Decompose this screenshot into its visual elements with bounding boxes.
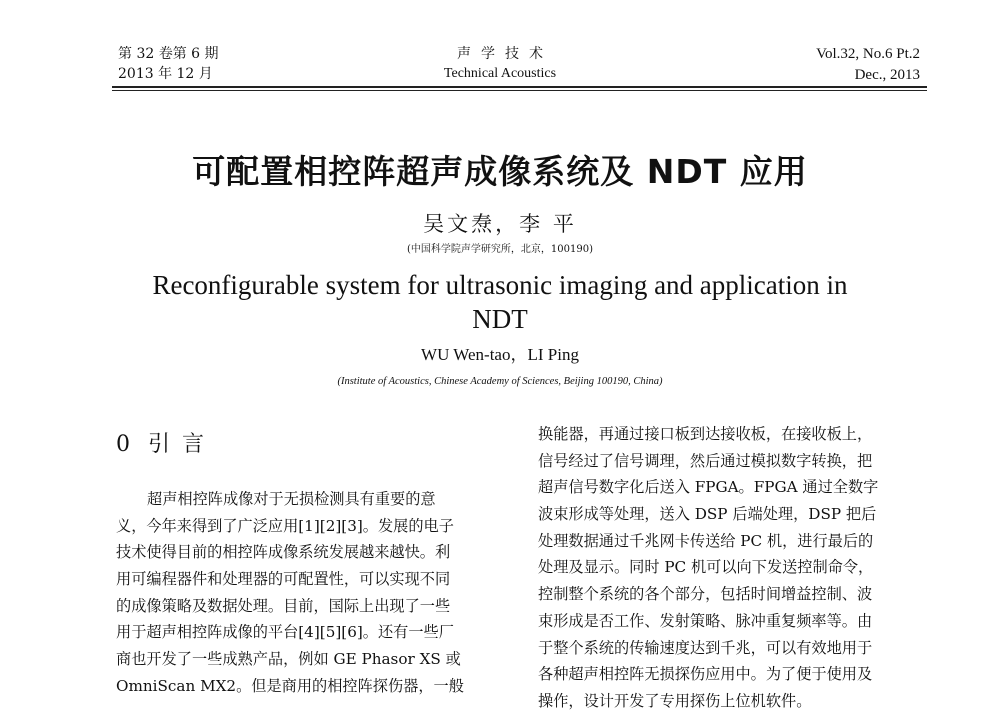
right-line: 于整个系统的传输速度达到千兆，可以有效地用于 — [538, 638, 873, 657]
right-line: 控制整个系统的各个部分，包括时间增益控制、波 — [538, 585, 873, 604]
right-line: 各种超声相控阵无损探伤应用中。为了便于使用及 — [538, 665, 873, 684]
journal-volume-en — [816, 44, 920, 86]
left-line: 义，今年来得到了广泛应用[1][2][3]。发展的电子 — [116, 516, 454, 535]
section-title: 引言 — [148, 432, 217, 457]
left-line: 超声相控阵成像对于无损检测具有重要的意 — [147, 490, 436, 508]
date-en-line: Dec., 2013 — [854, 67, 920, 83]
left-line: 用可编程器件和处理器的可配置性，可以实现不同 — [116, 570, 451, 589]
right-line: 处理数据通过千兆网卡传送给 PC 机，进行最后的 — [538, 531, 874, 550]
left-column — [116, 486, 498, 700]
right-line: 信号经过了信号调理，然后通过模拟数字转换，把 — [538, 451, 873, 470]
left-line: 商也开发了一些成熟产品，例如 GE Phasor XS 或 — [116, 650, 461, 669]
header-rule-thin — [112, 90, 927, 91]
volume-issue-line: 第 32 卷第 6 期 — [118, 46, 219, 62]
authors-cn: 吴文焘，李 平 — [423, 212, 577, 236]
affiliation-cn: (中国科学院声学研究所，北京，100190) — [407, 244, 593, 255]
left-line: 用于超声相控阵成像的平台[4][5][6]。还有一些厂 — [116, 623, 454, 642]
right-line: 波束形成等处理，送入 DSP 后端处理，DSP 把后 — [538, 505, 877, 524]
right-line: 处理及显示。同时 PC 机可以向下发送控制命令， — [538, 558, 874, 577]
affiliation-en: (Institute of Acoustics, Chinese Academy of Sciences, Beijing 100190, China) — [337, 376, 663, 387]
section-heading — [116, 430, 216, 460]
paper-title-cn: 可配置相控阵超声成像系统及 NDT 应用 — [192, 152, 808, 191]
section-number: 0 — [116, 432, 130, 457]
left-line: 的成像策略及数据处理。目前，国际上出现了一些 — [116, 596, 451, 615]
right-line: 换能器，再通过接口板到达接收板，在接收板上， — [538, 425, 873, 443]
journal-name-cn: 声学技术 — [457, 46, 553, 62]
header-rule-thick — [112, 86, 927, 88]
paper-title-en: Reconfigurable system for ultrasonic imaging and application in NDT — [152, 270, 848, 334]
left-line: OmniScan MX2。但是商用的相控阵探伤器，一般 — [116, 676, 464, 695]
date-line: 2013 年 12 月 — [118, 66, 213, 82]
right-line: 操作，设计开发了专用探伤上位机软件。 — [538, 691, 812, 710]
authors-en: WU Wen-tao，LI Ping — [421, 345, 579, 364]
right-line: 束形成是否工作、发射策略、脉冲重复频率等。由 — [538, 611, 873, 630]
right-line: 超声信号数字化后送入 FPGA。FPGA 通过全数字 — [538, 478, 879, 497]
volume-en-line: Vol.32, No.6 Pt.2 — [816, 46, 920, 62]
journal-name-en: Technical Acoustics — [443, 66, 557, 81]
right-column — [538, 421, 930, 715]
left-line: 技术使得目前的相控阵成像系统发展越来越快。利 — [116, 543, 451, 562]
